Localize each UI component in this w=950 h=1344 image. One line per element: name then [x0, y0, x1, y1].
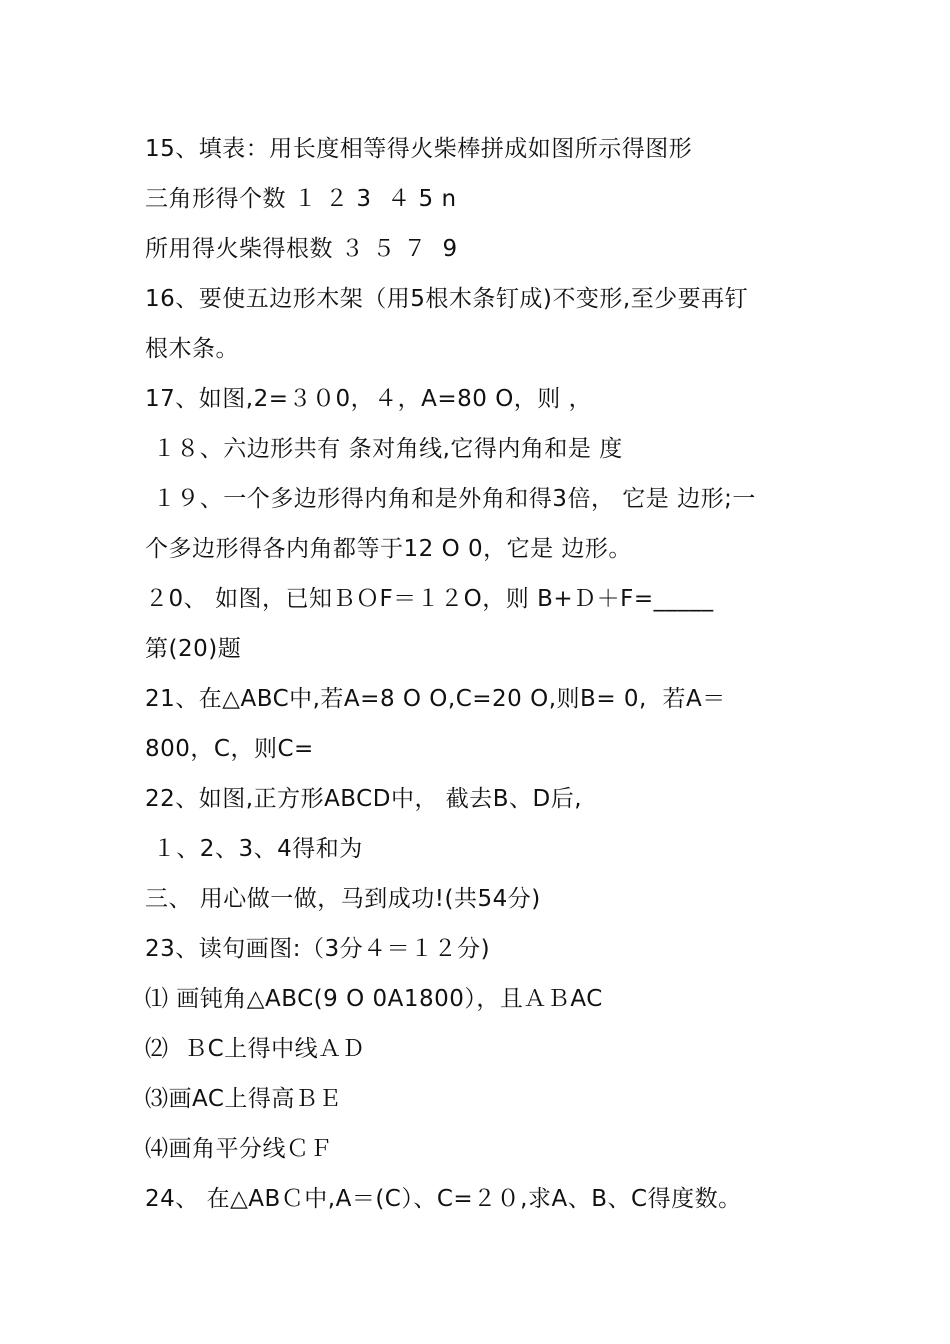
question-15-line: 15、填表：用长度相等得火柴棒拼成如图所示得图形: [145, 136, 693, 162]
question-24-line: 24、 在△ABＣ中,A＝(C）、C=２０,求A、B、C得度数。: [145, 1186, 742, 1212]
section-3-heading: 三、 用心做一做，马到成功!(共54分): [145, 886, 541, 912]
question-22-line: 22、如图,正方形ABCD中， 截去B、D后,: [145, 786, 583, 812]
question-23-part-3: ⑶画AC上得高ＢＥ: [145, 1086, 342, 1112]
triangle-count-row: 三角形得个数 １ ２ 3 ４ 5 n: [145, 186, 457, 212]
match-count-row: 所用得火柴得根数 ３ ５ ７ 9: [145, 236, 458, 262]
question-22-continuation: １、2、3、4得和为: [145, 836, 363, 862]
question-21-continuation: 800，C，则C=: [145, 736, 314, 762]
question-23-line: 23、读句画图:（3分４＝１２分): [145, 936, 491, 962]
question-19-continuation: 个多边形得各内角都等于12 O 0，它是 边形。: [145, 536, 632, 562]
question-20-line: ２0、 如图，已知ＢＯF＝１２O，则 B+Ｄ＋F=_____: [145, 586, 714, 612]
question-18-line: １８、六边形共有 条对角线,它得内角和是 度: [145, 436, 623, 462]
question-23-part-2: ⑵ ＢC上得中线ＡＤ: [145, 1036, 366, 1062]
question-23-part-1: ⑴ 画钝角△ABC(9 O 0A1800），且ＡＢAC: [145, 986, 603, 1012]
question-19-line: １９、一个多边形得内角和是外角和得3倍， 它是 边形;一: [145, 486, 756, 512]
question-23-part-4: ⑷画角平分线ＣＦ: [145, 1136, 333, 1162]
question-17-line: 17、如图,2=３０0，４，A=80 O，则 ，: [145, 386, 593, 412]
question-21-line: 21、在△ABC中,若A=8 O O,C=20 O,则B= 0, 若A＝: [145, 686, 726, 712]
question-20-figure-caption: 第(20)题: [145, 636, 242, 662]
question-16-continuation: 根木条。: [145, 336, 239, 362]
question-16-line: 16、要使五边形木架（用5根木条钉成)不变形,至少要再钉: [145, 286, 749, 312]
